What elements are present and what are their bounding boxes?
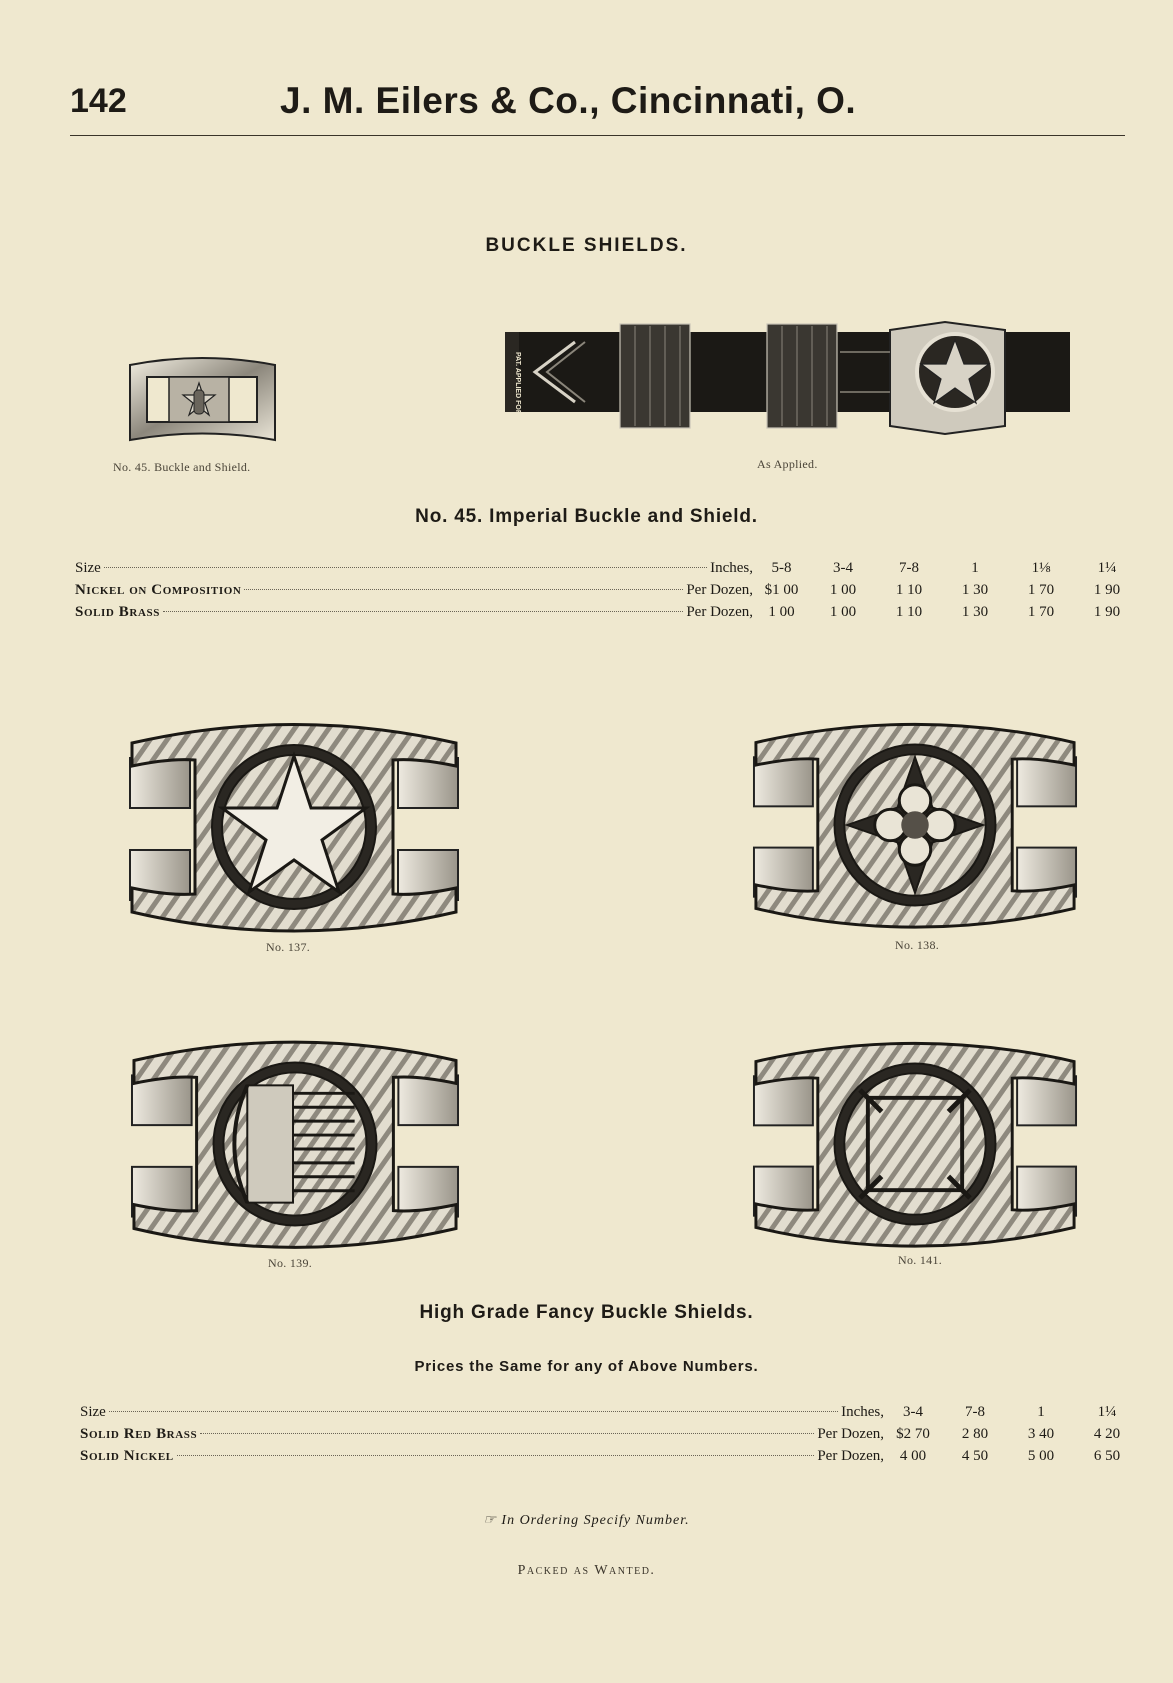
page-number: 142 <box>70 82 127 120</box>
table-row <box>80 1404 1140 1426</box>
shield-138-illustration <box>752 716 1078 934</box>
product-45-price-table <box>75 560 1140 626</box>
price-value: 1 90 <box>1093 604 1121 620</box>
fancy-price-table <box>80 1404 1140 1470</box>
row-unit: Per Dozen, <box>817 1448 884 1464</box>
shield-137-caption: No. 137. <box>266 940 311 954</box>
buckle-45-caption: No. 45. Buckle and Shield. <box>113 460 251 474</box>
price-value: 1 00 <box>768 604 795 620</box>
footer-note: Packed as Wanted. <box>517 1563 656 1578</box>
size-value: 3-4 <box>903 1404 923 1420</box>
row-unit: Inches, <box>841 1404 884 1420</box>
pointing-hand-icon: ☞ <box>483 1513 502 1528</box>
price-value: 1 10 <box>895 604 923 620</box>
belt-applied-illustration <box>505 322 1070 437</box>
price-value: 6 50 <box>1093 1448 1121 1464</box>
patent-label: PAT. APPLIED FOR <box>514 351 521 415</box>
size-value: 1 <box>971 560 979 576</box>
price-value: 5 00 <box>1027 1448 1055 1464</box>
header-divider <box>70 135 1125 136</box>
buckle-45-illustration <box>125 355 280 450</box>
fancy-title: High Grade Fancy Buckle Shields. <box>419 1302 754 1323</box>
size-value: 3-4 <box>833 560 853 576</box>
section-title: BUCKLE SHIELDS. <box>485 235 688 256</box>
price-value: 1 70 <box>1027 604 1055 620</box>
table-row <box>75 582 1140 604</box>
price-value: 1 70 <box>1027 582 1055 598</box>
size-value: 1¼ <box>1097 560 1117 576</box>
row-label: Solid Red Brass <box>80 1426 198 1442</box>
size-value: 1⅛ <box>1031 560 1051 576</box>
price-value: $2 70 <box>896 1426 930 1442</box>
row-unit: Per Dozen, <box>686 582 753 598</box>
size-value: 1 <box>1037 1404 1045 1420</box>
price-value: 4 50 <box>961 1448 989 1464</box>
product-45-title: No. 45. Imperial Buckle and Shield. <box>415 506 758 527</box>
price-value: 1 90 <box>1093 582 1121 598</box>
shield-139-caption: No. 139. <box>268 1256 313 1270</box>
row-label: Nickel on Composition <box>75 582 242 598</box>
size-value: 5-8 <box>771 560 792 576</box>
ordering-note-text: In Ordering Specify Number. <box>501 1513 690 1528</box>
row-label: Solid Nickel <box>80 1448 174 1464</box>
page-title: J. M. Eilers & Co., Cincinnati, O. <box>280 80 857 121</box>
row-label: Size <box>80 1404 106 1420</box>
price-value: $1 00 <box>764 582 799 598</box>
size-value: 7-8 <box>899 560 919 576</box>
table-row <box>75 604 1140 626</box>
row-label: Size <box>75 560 101 576</box>
shield-141-caption: No. 141. <box>898 1253 943 1267</box>
ordering-note <box>0 1512 1173 1529</box>
price-value: 4 00 <box>899 1448 927 1464</box>
row-unit: Inches, <box>710 560 753 576</box>
fancy-subtitle: Prices the Same for any of Above Numbers. <box>414 1358 759 1375</box>
table-row <box>75 560 1140 582</box>
price-value: 1 30 <box>961 582 989 598</box>
table-row <box>80 1426 1140 1448</box>
price-value: 1 00 <box>829 604 857 620</box>
shield-141-illustration <box>752 1035 1078 1253</box>
price-value: 2 80 <box>961 1426 989 1442</box>
shield-137-illustration <box>128 718 460 936</box>
size-value: 1¼ <box>1097 1404 1117 1420</box>
price-value: 1 30 <box>961 604 989 620</box>
row-unit: Per Dozen, <box>686 604 753 620</box>
price-value: 3 40 <box>1027 1426 1055 1442</box>
applied-caption: As Applied. <box>757 457 818 471</box>
size-value: 7-8 <box>965 1404 985 1420</box>
row-label: Solid Brass <box>75 604 160 620</box>
price-value: 1 10 <box>895 582 923 598</box>
shield-139-illustration <box>130 1035 460 1253</box>
row-unit: Per Dozen, <box>817 1426 884 1442</box>
price-value: 4 20 <box>1093 1426 1121 1442</box>
price-value: 1 00 <box>829 582 857 598</box>
shield-138-caption: No. 138. <box>895 938 940 952</box>
table-row <box>80 1448 1140 1470</box>
